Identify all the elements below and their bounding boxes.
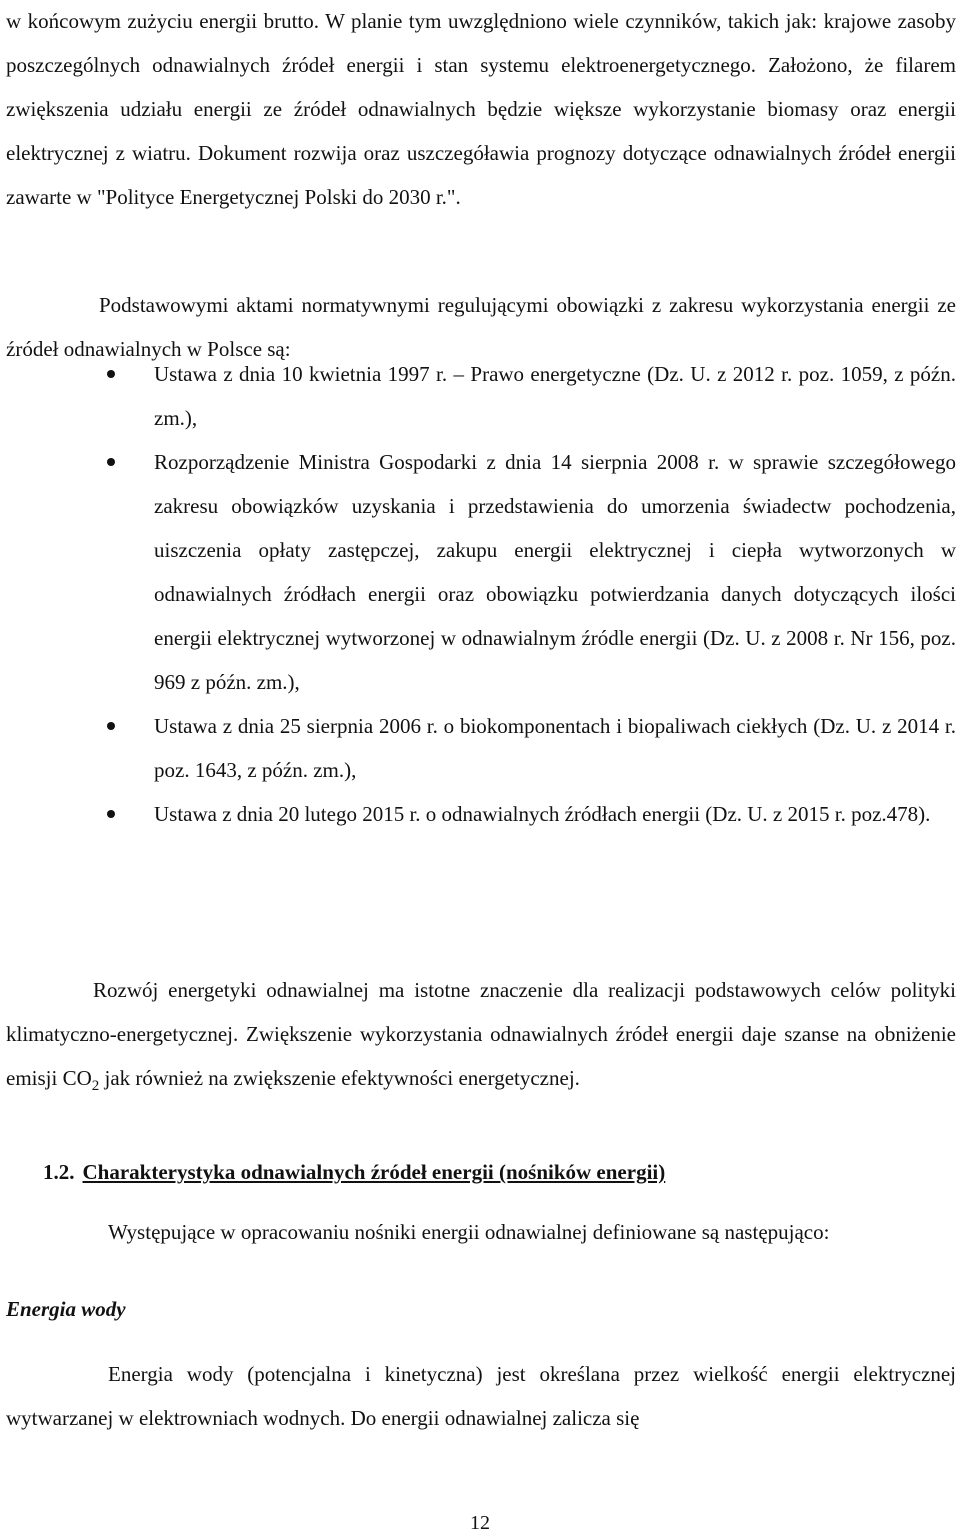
section-number: 1.2. [43,1160,75,1184]
bullet-icon [107,722,115,730]
legal-acts-intro-paragraph: Podstawowymi aktami normatywnymi regulującymi obowiązki z zakresu wykorzystania energii ze źródeł odnawialnych w Polsce są: [6,293,956,361]
co2-subscript: 2 [91,1078,100,1094]
list-item [0,792,956,836]
intro-paragraph: w końcowym zużyciu energii brutto. W planie tym uwzględniono wiele czynników, takich jak: krajowe zasoby poszczególnych odnawialnych źródeł energii i stan systemu elektroenergetycznego. Założono, że filarem zwiększenia udziału energii ze źródeł odnawialnych będzie większe wykorzystanie biomasy oraz energii elektrycznej z wiatru. Dokument rozwija oraz uszczegóławia prognozy dotyczące odnawialnych źródeł energii zawarte w "Polityce Energetycznej Polski do 2030 r.". [6,9,956,209]
page-number: 12 [470,1512,490,1534]
water-energy-heading: Energia wody [6,1297,126,1321]
list-item [0,704,956,792]
bullet-icon [107,458,115,466]
list-item [0,440,956,704]
bullet-icon [107,810,115,818]
section-heading [43,1150,665,1194]
water-energy-paragraph: Energia wody (potencjalna i kinetyczna) jest określana przez wielkość energii elektrycznej wytwarzanej w elektrowniach wodnych. Do energii odnawialnej zalicza się [6,1362,956,1430]
climate-policy-paragraph [6,968,956,1103]
legal-act-text: Rozporządzenie Ministra Gospodarki z dnia 14 sierpnia 2008 r. w sprawie szczegółowego zakresu obowiązków uzyskania i przedstawienia do umorzenia świadectw pochodzenia, uiszczenia opłaty zastępczej, zakupu energii elektrycznej i ciepła wytworzonych w odnawialnych źródłach energii oraz obowiązku potwierdzania danych dotyczących ilości energii elektrycznej wytworzonej w odnawialnym źródle energii (Dz. U. z 2008 r. Nr 156, poz. 969 z późn. zm.), [154,450,956,694]
legal-acts-list [0,352,960,836]
climate-text-before: Rozwój energetyki odnawialnej ma istotne znaczenie dla realizacji podstawowych celów polityki klimatyczno-energetycznej. Zwiększenie wykorzystania odnawialnych źródeł energii daje szanse na obniżenie emisji CO [6,978,956,1090]
section-title: Charakterystyka odnawialnych źródeł energii (nośników energii) [82,1160,666,1184]
bullet-icon [107,370,115,378]
list-item [0,352,956,440]
legal-act-text: Ustawa z dnia 25 sierpnia 2006 r. o biokomponentach i biopaliwach ciekłych (Dz. U. z 2014 r. poz. 1643, z późn. zm.), [154,714,956,782]
climate-text-after: jak również na zwiększenie efektywności energetycznej. [99,1066,580,1090]
legal-act-text: Ustawa z dnia 20 lutego 2015 r. o odnawialnych źródłach energii (Dz. U. z 2015 r. poz.478). [154,802,931,826]
legal-act-text: Ustawa z dnia 10 kwietnia 1997 r. – Prawo energetyczne (Dz. U. z 2012 r. poz. 1059, z późn. zm.), [154,362,956,430]
carriers-intro-paragraph: Występujące w opracowaniu nośniki energii odnawialnej definiowane są następująco: [108,1220,830,1244]
